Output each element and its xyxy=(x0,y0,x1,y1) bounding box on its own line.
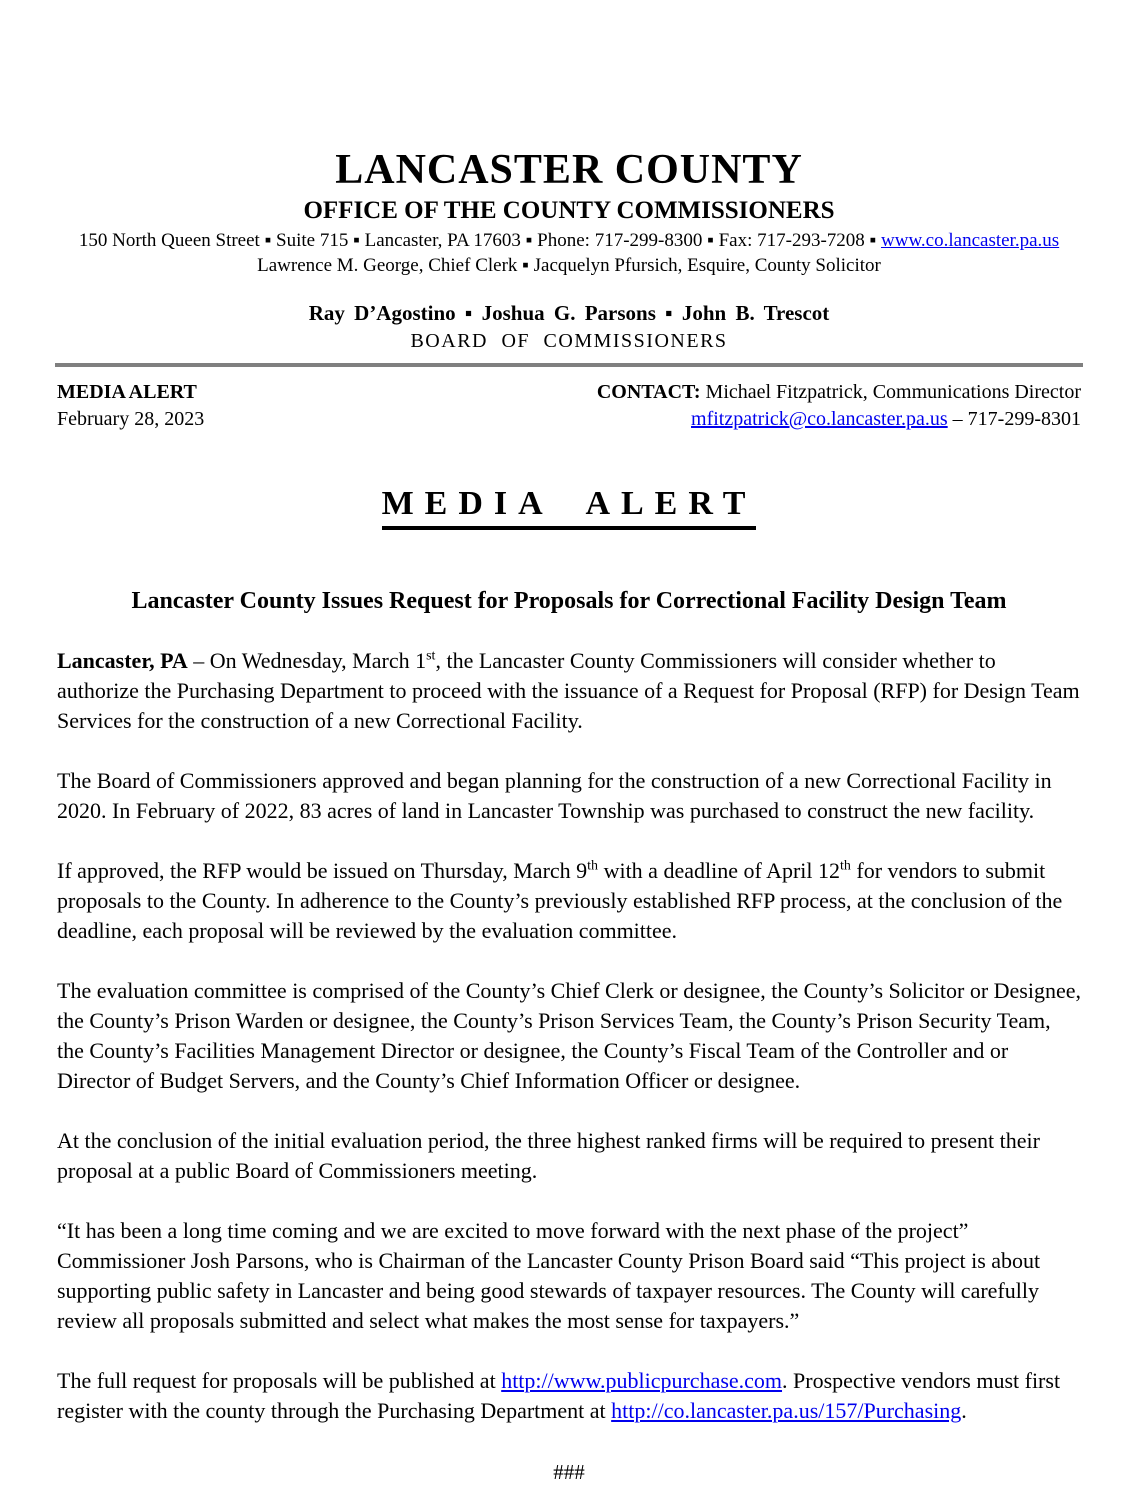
paragraph-7-text: . Prospective vendors must first register with the county through the Purchasing Department at xyxy=(57,1368,1061,1423)
paragraph-4: The evaluation committee is comprised of the County’s Chief Clerk or designee, the County’s Solicitor or Designee, the County’s Prison Warden or designee, the County’s Prison Services Team, the County’s Prison Security Team, the County’s Facilities Management Director or designee, the County’s Fiscal Team of the Controller and or Director of Budget Servers, and the County’s Chief Information Officer or designee. xyxy=(57,978,1082,1093)
contact-email-line xyxy=(597,406,1081,433)
paragraph-1-text: – On Wednesday, March 1 xyxy=(187,648,427,673)
county-title: LANCASTER COUNTY xyxy=(335,147,803,193)
media-alert-heading: MEDIA ALERT xyxy=(382,485,757,530)
contact-email-link[interactable]: mfitzpatrick@co.lancaster.pa.us xyxy=(691,408,948,430)
meta-row xyxy=(57,379,1081,433)
paragraph-7 xyxy=(57,1366,1081,1426)
contact-label: CONTACT: xyxy=(596,381,701,403)
headline: Lancaster County Issues Request for Proposals for Correctional Facility Design Team xyxy=(131,588,1007,614)
media-alert-label: MEDIA ALERT xyxy=(57,381,197,403)
ordinal-suffix: st xyxy=(426,648,436,664)
meta-left xyxy=(57,379,204,433)
ordinal-suffix: th xyxy=(840,858,851,874)
header-divider xyxy=(55,363,1083,367)
paragraph-5: At the conclusion of the initial evaluation period, the three highest ranked firms will be required to present their proposal at a public Board of Commissioners meeting. xyxy=(57,1128,1040,1183)
ordinal-suffix: th xyxy=(587,858,599,874)
officials-line: Lawrence M. George, Chief Clerk ▪ Jacquelyn Pfursich, Esquire, County Solicitor xyxy=(257,255,881,276)
paragraph-1 xyxy=(57,646,1081,736)
address-line xyxy=(57,228,1081,253)
paragraph-1-text: , the Lancaster County Commissioners will consider whether to authorize the Purchasing Department to proceed with the issuance of a Request for Proposal (RFP) for Design Team Services for the construction of a new Correctional Facility. xyxy=(57,648,1080,733)
release-date: February 28, 2023 xyxy=(57,408,205,430)
document-body xyxy=(57,485,1081,1485)
meta-contact xyxy=(597,379,1081,433)
address-text: 150 North Queen Street ▪ Suite 715 ▪ Lancaster, PA 17603 ▪ Phone: 717-299-8300 ▪ Fax: 717-293-7208 ▪ xyxy=(78,230,881,251)
publicpurchase-link[interactable]: http://www.publicpurchase.com xyxy=(501,1368,783,1393)
paragraph-2: The Board of Commissioners approved and began planning for the construction of a new Correctional Facility in 2020. In February of 2022, 83 acres of land in Lancaster Township was purchased to construct the new facility. xyxy=(57,768,1052,823)
end-mark: ### xyxy=(553,1460,585,1484)
big-title-wrap xyxy=(57,485,1081,530)
paragraph-6-quote: “It has been a long time coming and we are excited to move forward with the next phase of the project” Commissioner Josh Parsons, who is Chairman of the Lancaster County Prison Board said “This project is about supporting public safety in Lancaster and being good stewards of taxpayer resources. The County will carefully review all proposals submitted and select what makes the most sense for taxpayers.” xyxy=(57,1218,1041,1333)
paragraph-3 xyxy=(57,856,1081,946)
purchasing-dept-link[interactable]: http://co.lancaster.pa.us/157/Purchasing xyxy=(611,1398,962,1423)
office-subtitle: OFFICE OF THE COUNTY COMMISSIONERS xyxy=(303,197,835,224)
paragraph-3-text: with a deadline of April 12 xyxy=(598,858,841,883)
contact-name: Michael Fitzpatrick, Communications Director xyxy=(700,381,1081,403)
paragraph-7-text: The full request for proposals will be published at xyxy=(57,1368,502,1393)
paragraph-3-text: for vendors to submit proposals to the County. In adherence to the County’s previously established RFP process, at the conclusion of the deadline, each proposal will be reviewed by the evaluation committee. xyxy=(57,858,1063,943)
letterhead xyxy=(57,146,1081,354)
paragraph-7-text: . xyxy=(961,1398,967,1423)
commissioners-names: Ray D’Agostino ▪ Joshua G. Parsons ▪ John B. Trescot xyxy=(308,301,830,325)
contact-line xyxy=(597,379,1081,406)
paragraph-3-text: If approved, the RFP would be issued on Thursday, March 9 xyxy=(57,858,588,883)
contact-phone: – 717-299-8301 xyxy=(947,408,1081,430)
county-website-link[interactable]: www.co.lancaster.pa.us xyxy=(881,230,1060,251)
board-of-commissioners-label: BOARD OF COMMISSIONERS xyxy=(410,330,728,352)
dateline: Lancaster, PA xyxy=(57,648,188,673)
